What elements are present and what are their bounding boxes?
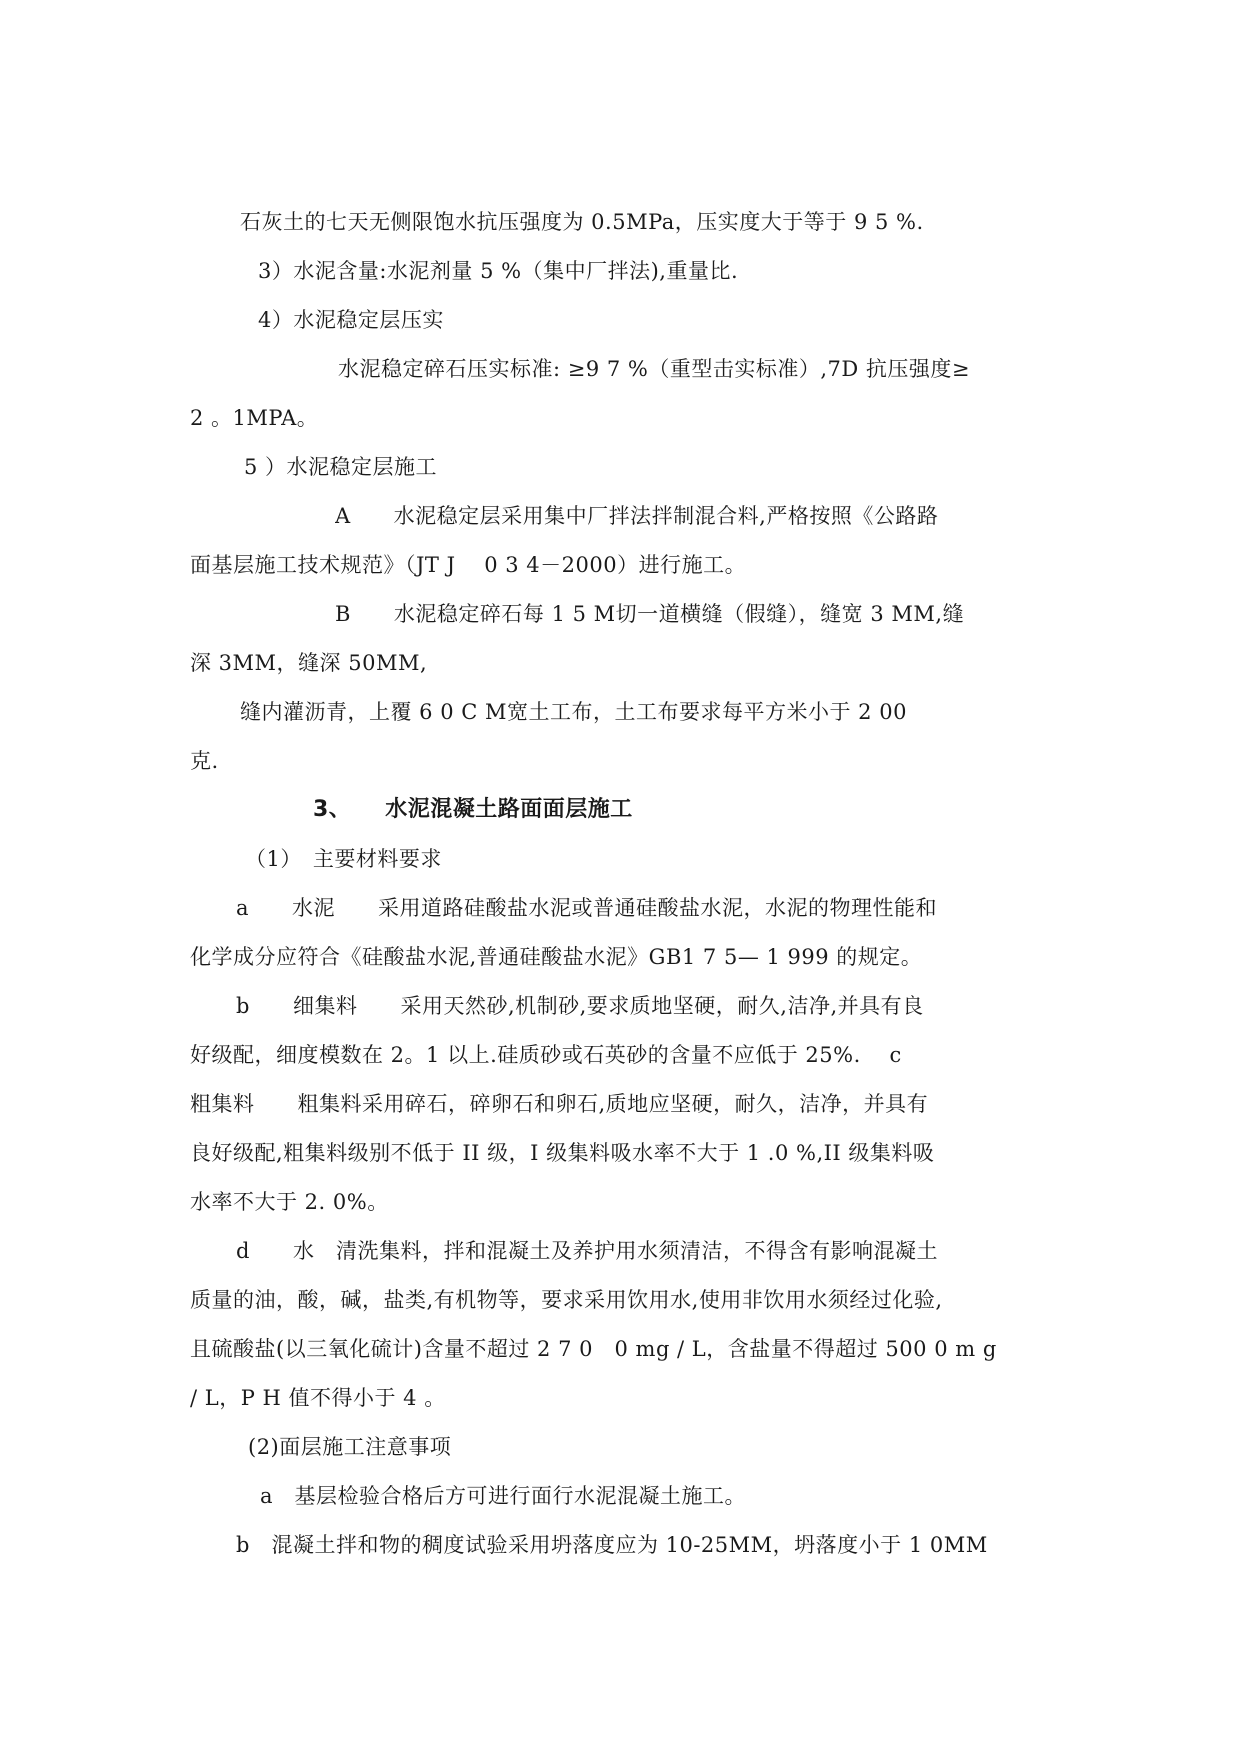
text-line-14: 化学成分应符合《硅酸盐水泥,普通硅酸盐水泥》GB1 7 5— 1 999 的规定。 [190, 945, 923, 969]
text-line-15: b 细集料 采用天然砂,机制砂,要求质地坚硬，耐久,洁净,并具有良 [236, 994, 924, 1018]
text-line-16: 好级配，细度模数在 2。1 以上.硅质砂或石英砂的含量不应低于 25%. c [190, 1043, 902, 1067]
subsection-heading-1: （1） 主要材料要求 [245, 847, 442, 871]
subsection-heading-2: (2)面层施工注意事项 [248, 1435, 452, 1459]
text-line-24: a 基层检验合格后方可进行面行水泥混凝土施工。 [260, 1484, 747, 1508]
text-line-12: 克. [190, 749, 219, 773]
text-line-21: 质量的油，酸，碱，盐类,有机物等，要求采用饮用水,使用非饮用水须经过化验, [190, 1288, 943, 1312]
text-line-4: 水泥稳定碎石压实标准: ≥9 7 %（重型击实标准）,7D 抗压强度≥ [338, 357, 971, 381]
text-line-10: 深 3MM，缝深 50MM, [190, 651, 428, 675]
text-line-5: 2 。1MPA。 [190, 406, 319, 430]
text-line-17: 粗集料 粗集料采用碎石，碎卵石和卵石,质地应坚硬，耐久，洁净，并具有 [190, 1092, 929, 1116]
text-line-1: 石灰土的七天无侧限饱水抗压强度为 0.5MPa，压实度大于等于 9 5 %. [240, 210, 924, 234]
text-line-19: 水率不大于 2. 0%。 [190, 1190, 389, 1214]
text-line-3: 4）水泥稳定层压实 [258, 308, 444, 332]
text-line-9: B 水泥稳定碎石每 1 5 M切一道横缝（假缝），缝宽 3 MM,缝 [335, 602, 965, 626]
text-line-6: 5 ）水泥稳定层施工 [244, 455, 438, 479]
text-line-2: 3）水泥含量:水泥剂量 5 %（集中厂拌法),重量比. [258, 259, 739, 283]
text-line-18: 良好级配,粗集料级别不低于 II 级，I 级集料吸水率不大于 1 .0 %,II 级集料吸 [190, 1141, 935, 1165]
text-line-8: 面基层施工技术规范》（JT J 0 3 4－2000）进行施工。 [190, 553, 747, 577]
text-line-20: d 水 清洗集料，拌和混凝土及养护用水须清洁，不得含有影响混凝土 [236, 1239, 938, 1263]
text-line-11: 缝内灌沥青，上覆 6 0 C M宽土工布，土工布要求每平方米小于 2 00 [240, 700, 907, 724]
text-line-22: 且硫酸盐(以三氧化硫计)含量不超过 2 7 0 0 mg / L，含盐量不得超过 500 0 m g [190, 1337, 997, 1361]
section-heading: 3、 水泥混凝土路面面层施工 [313, 797, 633, 822]
text-line-25: b 混凝土拌和物的稠度试验采用坍落度应为 10-25MM，坍落度小于 1 0MM [236, 1533, 988, 1557]
text-line-7: A 水泥稳定层采用集中厂拌法拌制混合料,严格按照《公路路 [335, 504, 939, 528]
text-line-13: a 水泥 采用道路硅酸盐水泥或普通硅酸盐水泥，水泥的物理性能和 [236, 896, 938, 920]
text-line-23: / L，P H 值不得小于 4 。 [190, 1386, 446, 1410]
